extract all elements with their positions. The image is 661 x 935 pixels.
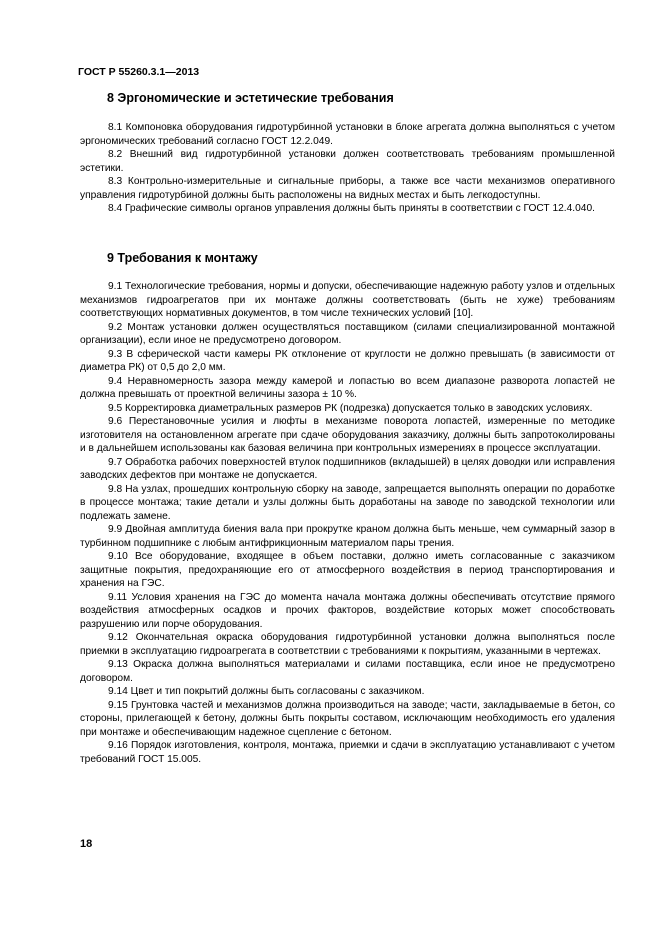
paragraph-8-4: 8.4 Графические символы органов управления должны быть приняты в соответствии с ГОСТ 12.4.040. <box>108 203 595 214</box>
section-8-body <box>80 121 615 216</box>
paragraph-9-5: 9.5 Корректировка диаметральных размеров РК (подрезка) допускается только в заводских условиях. <box>108 402 593 414</box>
paragraph-9-1: 9.1 Технологические требования, нормы и допуски, обеспечивающие надежную работу узлов и отдельных механизмов гидроагрегатов при их монтаже должны соответствовать (быть не хуже) требованиям соответствующих нормативных документов, в том числе технических условий [10]. <box>80 281 615 319</box>
paragraph-9-6: 9.6 Перестановочные усилия и люфты в механизме поворота лопастей, измеренные по методике изготовителя на остановленном агрегате при сдаче оборудования заказчику, должны быть запротоколированы и в дальнейшем использованы как базовая величина при контрольных измерениях в процессе эксплуатации. <box>80 416 615 454</box>
paragraph-9-8: 9.8 На узлах, прошедших контрольную сборку на заводе, запрещается выполнять операции по доработке в процессе монтажа; такие детали и узлы должны быть доработаны на заводе по заводской технологии или подлежать замене. <box>80 483 615 522</box>
paragraph-9-16: 9.16 Порядок изготовления, контроля, монтажа, приемки и сдачи в эксплуатацию устанавливают с учетом требований ГОСТ 15.005. <box>80 740 615 765</box>
paragraph-9-13: 9.13 Окраска должна выполняться материалами и силами поставщика, если иное не предусмотрено договором. <box>80 659 615 684</box>
section-8-title: 8 Эргономические и эстетические требования <box>107 91 394 105</box>
document-header: ГОСТ Р 55260.3.1—2013 <box>78 66 200 78</box>
paragraph-9-14: 9.14 Цвет и тип покрытий должны быть согласованы с заказчиком. <box>108 686 425 697</box>
paragraph-9-2: 9.2 Монтаж установки должен осуществляться поставщиком (силами специализированной монтажной организации), если иное не предусмотрено договором. <box>80 321 615 346</box>
paragraph-9-11: 9.11 Условия хранения на ГЭС до момента начала монтажа должны обеспечивать отсутствие прямого воздействия атмосферных осадков и прочих факторов, воздействие которых может способствовать разрушению или порче оборудования. <box>80 591 615 630</box>
paragraph-8-2: 8.2 Внешний вид гидротурбинной установки должен соответствовать требованиям промышленной эстетики. <box>80 149 615 174</box>
paragraph-9-3: 9.3 В сферической части камеры РК отклонение от круглости не должно превышать (в зависимости от диаметра РК) от 0,5 до 2,0 мм. <box>80 348 615 373</box>
paragraph-9-10: 9.10 Все оборудование, входящее в объем поставки, должно иметь согласованные с заказчиком защитные покрытия, предохраняющие его от атмосферного воздействия в период транспортирования и хранения на ГЭС. <box>80 551 615 589</box>
paragraph-9-12: 9.12 Окончательная окраска оборудования гидротурбинной установки должна выполняться после приемки в эксплуатацию гидроагрегата в соответствии с требованиями к покрытиям, указанными в чертежах. <box>80 632 615 657</box>
paragraph-8-3: 8.3 Контрольно-измерительные и сигнальные приборы, а также все части механизмов оперативного управления гидротурбиной должны быть расположены на видных местах и быть легкодоступны. <box>80 176 615 201</box>
paragraph-8-1: 8.1 Компоновка оборудования гидротурбинной установки в блоке агрегата должна выполняться с учетом эргономических требований согласно ГОСТ 12.2.049. <box>80 122 615 147</box>
section-9-body <box>80 280 615 766</box>
page-number: 18 <box>80 838 93 850</box>
paragraph-9-9: 9.9 Двойная амплитуда биения вала при прокрутке краном должна быть меньше, чем суммарный зазор в турбинном подшипнике с любым антифрикционным материалом пары трения. <box>80 524 615 549</box>
paragraph-9-15: 9.15 Грунтовка частей и механизмов должна производиться на заводе; части, закладываемые в бетон, со стороны, прилегающей к бетону, должны быть покрыты составом, исключающим необходимость его удаления при монтаже и обеспечивающим надежное сцепление с бетоном. <box>80 699 615 738</box>
paragraph-9-4: 9.4 Неравномерность зазора между камерой и лопастью во всем диапазоне разворота лопастей не должна превышать от проектной величины зазора ± 10 %. <box>80 375 615 400</box>
paragraph-9-7: 9.7 Обработка рабочих поверхностей втулок подшипников (вкладышей) в целях доводки или исправления заводских дефектов при монтаже не допускается. <box>80 456 615 481</box>
section-9-title: 9 Требования к монтажу <box>107 251 258 265</box>
